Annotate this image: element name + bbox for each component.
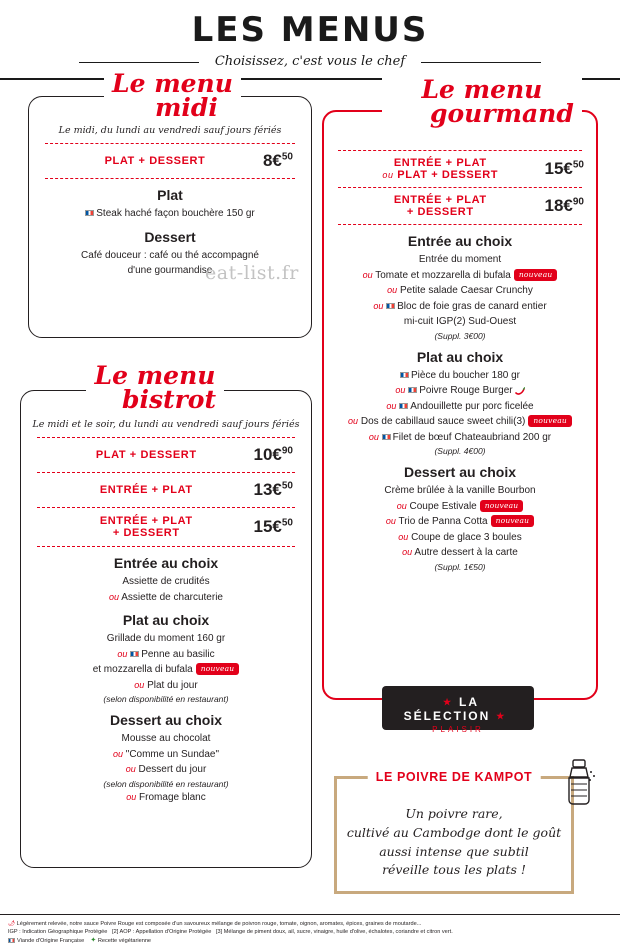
footer-line-3: Viande d'Origine Française ✦ Recette végétarienne [8, 936, 612, 946]
footer-line-1: 🌶 Légèrement relevée, notre sauce Poivre Rouge est composée d'un savoureux mélange de poivron rouge, tomate, oignon, aromates, épices, graines de moutarde... [8, 920, 422, 927]
menu-midi-intro: Le midi, du lundi au vendredi sauf jours fériés [58, 125, 282, 136]
list-item: ou Autre dessert à la carte [402, 547, 518, 558]
page-header [0, 0, 620, 80]
french-flag-icon [130, 651, 139, 657]
menu-midi-plat-head: Plat [157, 187, 183, 203]
kampot-title: LE POIVRE DE KAMPOT [368, 770, 541, 784]
menu-bistrot-title [86, 361, 224, 414]
menu-bistrot-title-line2: bistrot [122, 384, 216, 414]
gourmand-dessert-head: Dessert au choix [403, 464, 517, 480]
menu-gourmand-title [382, 75, 582, 128]
menu-midi-card [28, 92, 312, 338]
formula-label: ENTRÉE + PLAT + DESSERT [99, 515, 193, 539]
page-subtitle [199, 54, 421, 69]
new-badge: nouveau [514, 269, 558, 281]
divider [37, 546, 295, 547]
french-flag-icon [386, 303, 395, 309]
formula-price: 13€$^{50}$ [253, 480, 293, 499]
page-subtitle-text: Choisissez, c'est vous le chef [214, 54, 406, 69]
french-flag-icon [399, 403, 408, 409]
list-item: ou Dessert du jour [125, 764, 207, 775]
divider [37, 437, 295, 438]
divider [338, 187, 582, 188]
list-item: Mousse au chocolat [121, 733, 211, 744]
list-item: ou Penne au basilic [117, 648, 215, 660]
new-badge: nouveau [491, 515, 535, 527]
bistrot-dessert-head: Dessert au choix [109, 712, 223, 728]
leaf-icon: ✦ [90, 936, 97, 944]
menu-midi-title-line2: midi [154, 92, 218, 122]
divider [338, 150, 582, 151]
divider [37, 472, 295, 473]
menu-bistrot-intro: Le midi et le soir, du lundi au vendredi sauf jours fériés [32, 419, 300, 430]
divider [37, 507, 295, 508]
menu-bistrot-formula-2 [21, 480, 311, 500]
french-flag-icon [400, 372, 409, 378]
list-item: Assiette de crudités [122, 576, 210, 587]
list-item: ou Dos de cabillaud sauce sweet chili(3) nouveau [324, 415, 596, 429]
divider [338, 224, 582, 225]
gourmand-entree-head: Entrée au choix [407, 233, 513, 249]
list-item: Steak haché façon bouchère 150 gr [29, 207, 311, 221]
list-item: ou Filet de bœuf Chateaubriand 200 gr [368, 431, 552, 443]
list-item: et mozzarella di bufala nouveau [21, 663, 311, 677]
formula-label: PLAT + DESSERT [95, 449, 197, 461]
kampot-card [334, 770, 574, 894]
divider [45, 178, 295, 179]
kampot-line-4: réveille tous les plats ! [382, 862, 526, 878]
menu-bistrot-formula-3 [21, 515, 311, 539]
star-icon: ★ [442, 697, 454, 708]
menu-bistrot-card [20, 384, 312, 868]
list-item: Pièce du boucher 180 gr [324, 369, 596, 383]
list-item: ou Petite salade Caesar Crunchy [387, 285, 533, 296]
list-item: Entrée du moment [418, 254, 502, 265]
footer-line-2: IGP : Indication Géographique Protégée [2] AOP : Appellation d'Origine Protégée [3] Mélange de piment doux, ail, sucre, vinaigre, huile d'olive, échalotes, coriandre et citron vert. [8, 928, 453, 935]
list-item: ou Plat du jour [134, 679, 198, 691]
footer-legal [0, 914, 620, 950]
bistrot-plat-note: (selon disponibilité en restaurant) [103, 694, 229, 704]
bistrot-dessert-note: (selon disponibilité en restaurant) [103, 778, 229, 789]
list-item: ou Tomate et mozzarella di bufala nouveau [324, 269, 596, 283]
list-item: Café douceur : café ou thé accompagné [81, 249, 259, 261]
menu-midi-dessert-head: Dessert [144, 228, 196, 245]
new-badge: nouveau [528, 415, 572, 427]
list-item: ou Trio de Panna Cotta nouveau [324, 515, 596, 529]
divider [45, 143, 295, 144]
star-icon: ★ [496, 711, 507, 722]
list-item: ou Fromage blanc [126, 791, 206, 803]
french-flag-icon [8, 938, 15, 943]
menu-gourmand-card [322, 110, 598, 700]
list-item: ou Coupe de glace 3 boules [398, 531, 522, 543]
gourmand-dessert-supp: (Suppl. 1€50) [434, 561, 486, 572]
list-item: ou Coupe Estivale nouveau [324, 500, 596, 514]
menu-bistrot-title-line1: Le menu [94, 361, 216, 390]
list-item: Grillade du moment 160 gr [106, 633, 226, 644]
header-rule-right [421, 62, 541, 63]
selection-line2: PLAISIR [432, 725, 484, 734]
menu-midi-title-line1: Le menu [112, 69, 233, 98]
formula-price: 18€$^{90}$ [544, 196, 584, 215]
french-flag-icon [408, 387, 417, 393]
chili-icon: 🌶 [8, 920, 16, 927]
list-item: ou Andouillette pur porc ficelée [386, 400, 534, 412]
gourmand-formula-1 [324, 157, 596, 181]
list-item: Crème brûlée à la vanille Bourbon [384, 485, 536, 496]
french-flag-icon [382, 434, 391, 440]
gourmand-plat-head: Plat au choix [416, 348, 504, 365]
gourmand-entree-supp: (Suppl. 3€00) [434, 330, 486, 341]
menu-midi-title [104, 69, 241, 122]
selection-plaisir-badge [382, 686, 534, 734]
selection-line1: ★ LA SÉLECTION ★ [403, 695, 507, 723]
kampot-line-3: aussi intense que subtil [379, 843, 529, 859]
chili-icon [515, 386, 525, 394]
new-badge: nouveau [196, 663, 240, 675]
watermark: eat-list.fr [205, 262, 299, 284]
kampot-text [337, 805, 571, 880]
formula-label: ENTRÉE + PLAT + DESSERT [393, 194, 487, 218]
list-item: ou Poivre Rouge Burger [324, 384, 596, 398]
page-title: LES MENUS [191, 10, 429, 50]
list-item: ou Assiette de charcuterie [109, 591, 223, 603]
formula-price: 15€$^{50}$ [544, 159, 584, 178]
menu-gourmand-title-line2: gourmand [430, 98, 574, 128]
list-item: ou Bloc de foie gras de canard entier [373, 300, 547, 312]
gourmand-plat-supp: (Suppl. 4€00) [434, 446, 486, 456]
formula-label: ENTRÉE + PLAT ou PLAT + DESSERT [382, 157, 499, 181]
menu-bistrot-formula-1 [21, 445, 311, 465]
gourmand-formula-2 [324, 194, 596, 218]
pepper-mill-icon [562, 758, 596, 819]
header-rule-left [79, 62, 199, 63]
kampot-line-1: Un poivre rare, [405, 806, 503, 821]
formula-price: 10€$^{90}$ [253, 445, 293, 464]
list-item: mi-cuit IGP(2) Sud-Ouest [403, 316, 517, 327]
formula-price: 15€$^{50}$ [253, 517, 293, 536]
bistrot-plat-head: Plat au choix [122, 612, 210, 628]
bistrot-entree-head: Entrée au choix [113, 555, 219, 571]
menu-gourmand-title-line1: Le menu [421, 75, 543, 104]
formula-price: 8€$^{50}$ [262, 151, 293, 170]
formula-label: PLAT + DESSERT [104, 155, 206, 167]
list-item: d'une gourmandise [127, 265, 213, 276]
list-item: ou "Comme un Sundae" [112, 748, 220, 760]
kampot-line-2: cultivé au Cambodge dont le goût [346, 824, 562, 840]
menu-midi-formula [29, 151, 311, 171]
formula-label: ENTRÉE + PLAT [99, 484, 193, 496]
new-badge: nouveau [480, 500, 524, 512]
french-flag-icon [85, 210, 94, 216]
